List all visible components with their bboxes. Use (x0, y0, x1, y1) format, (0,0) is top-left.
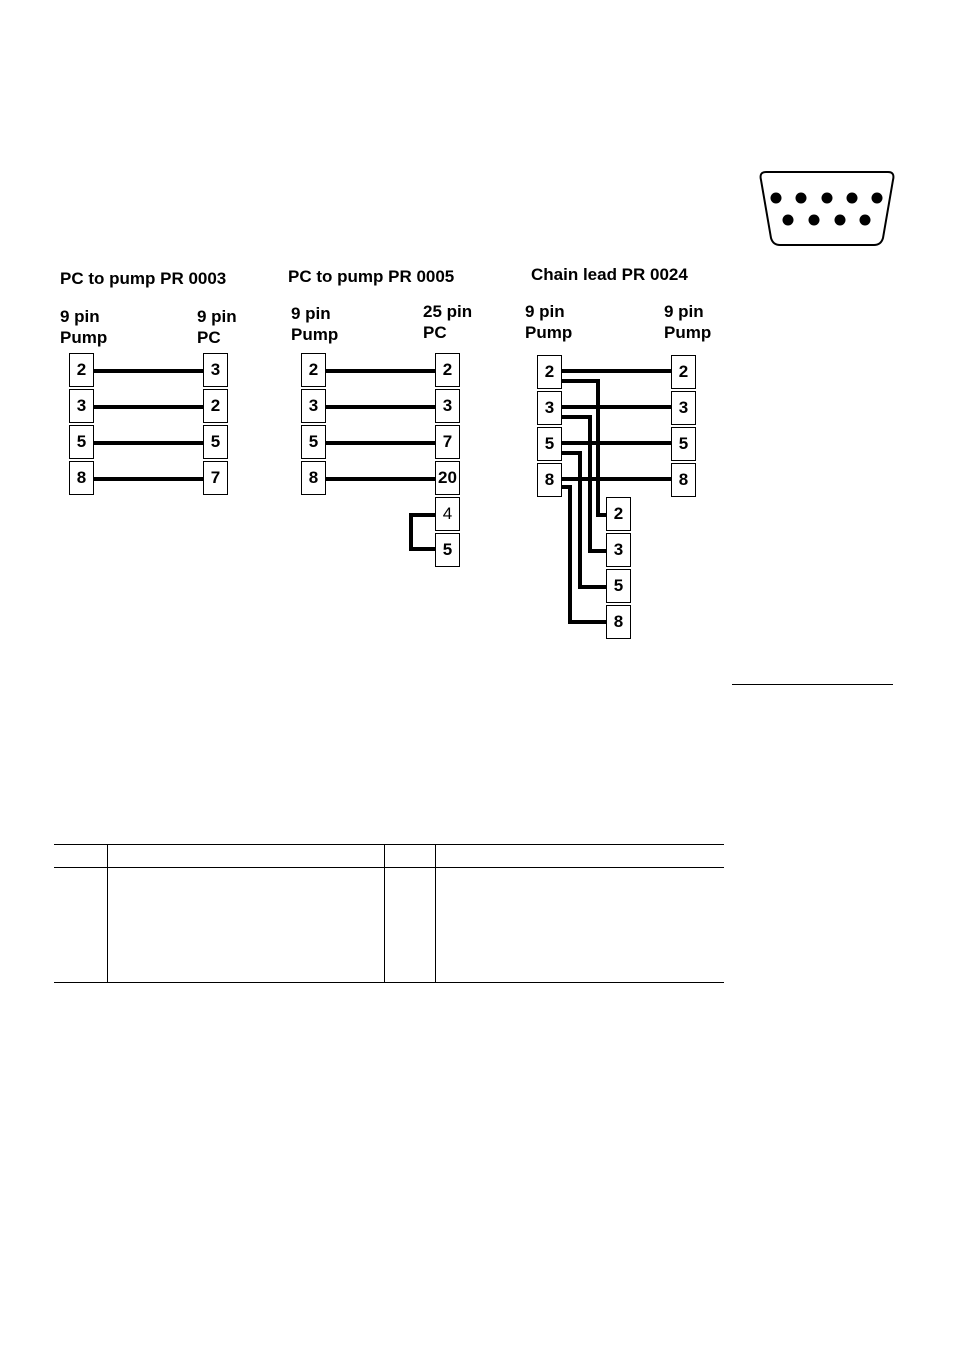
table-bottom-border (54, 982, 724, 983)
pin-cell: 8 (69, 461, 94, 495)
diagram-title: PC to pump PR 0003 (60, 269, 227, 288)
pin-cell: 8 (537, 463, 562, 497)
right-connector-label: 9 pin Pump (664, 302, 712, 342)
pin-cell: 2 (671, 355, 696, 389)
divider (732, 684, 893, 685)
left-connector-label: 9 pin Pump (525, 302, 573, 342)
pin-cell: 5 (69, 425, 94, 459)
pin-cell: 2 (69, 353, 94, 387)
pin-cell: 2 (301, 353, 326, 387)
pin-cell: 8 (301, 461, 326, 495)
right-connector-label: 9 pin PC (197, 307, 237, 347)
pin-cell: 5 (435, 533, 460, 567)
pin-cell: 5 (537, 427, 562, 461)
pin-cell: 3 (606, 533, 631, 567)
right-connector-label: 25 pin PC (423, 302, 473, 342)
pin-cell: 3 (203, 353, 228, 387)
table-column-divider (107, 844, 108, 983)
pin-cell: 2 (435, 353, 460, 387)
pin-cell: 5 (606, 569, 631, 603)
pin-cell: 5 (671, 427, 696, 461)
pin-cell: 2 (203, 389, 228, 423)
pin-cell: 8 (671, 463, 696, 497)
left-connector-label: 9 pin Pump (291, 304, 339, 344)
pin-cell: 5 (203, 425, 228, 459)
table-column-divider (435, 844, 436, 983)
pin-cell: 3 (537, 391, 562, 425)
table-header-border (54, 867, 724, 868)
pin-cell: 4 (435, 497, 460, 531)
diagram-title: PC to pump PR 0005 (288, 267, 455, 286)
pin-cell: 3 (69, 389, 94, 423)
pin-cell: 7 (203, 461, 228, 495)
pin-cell: 20 (435, 461, 460, 495)
pin-cell: 2 (537, 355, 562, 389)
table-column-divider (384, 844, 385, 983)
pin-cell: 3 (301, 389, 326, 423)
pin-cell: 3 (671, 391, 696, 425)
pin-cell: 7 (435, 425, 460, 459)
table-top-border (54, 844, 724, 845)
pin-cell: 3 (435, 389, 460, 423)
pin-cell: 2 (606, 497, 631, 531)
pin-cell: 8 (606, 605, 631, 639)
left-connector-label: 9 pin Pump (60, 307, 108, 347)
pin-cell: 5 (301, 425, 326, 459)
diagram-title: Chain lead PR 0024 (531, 265, 688, 284)
